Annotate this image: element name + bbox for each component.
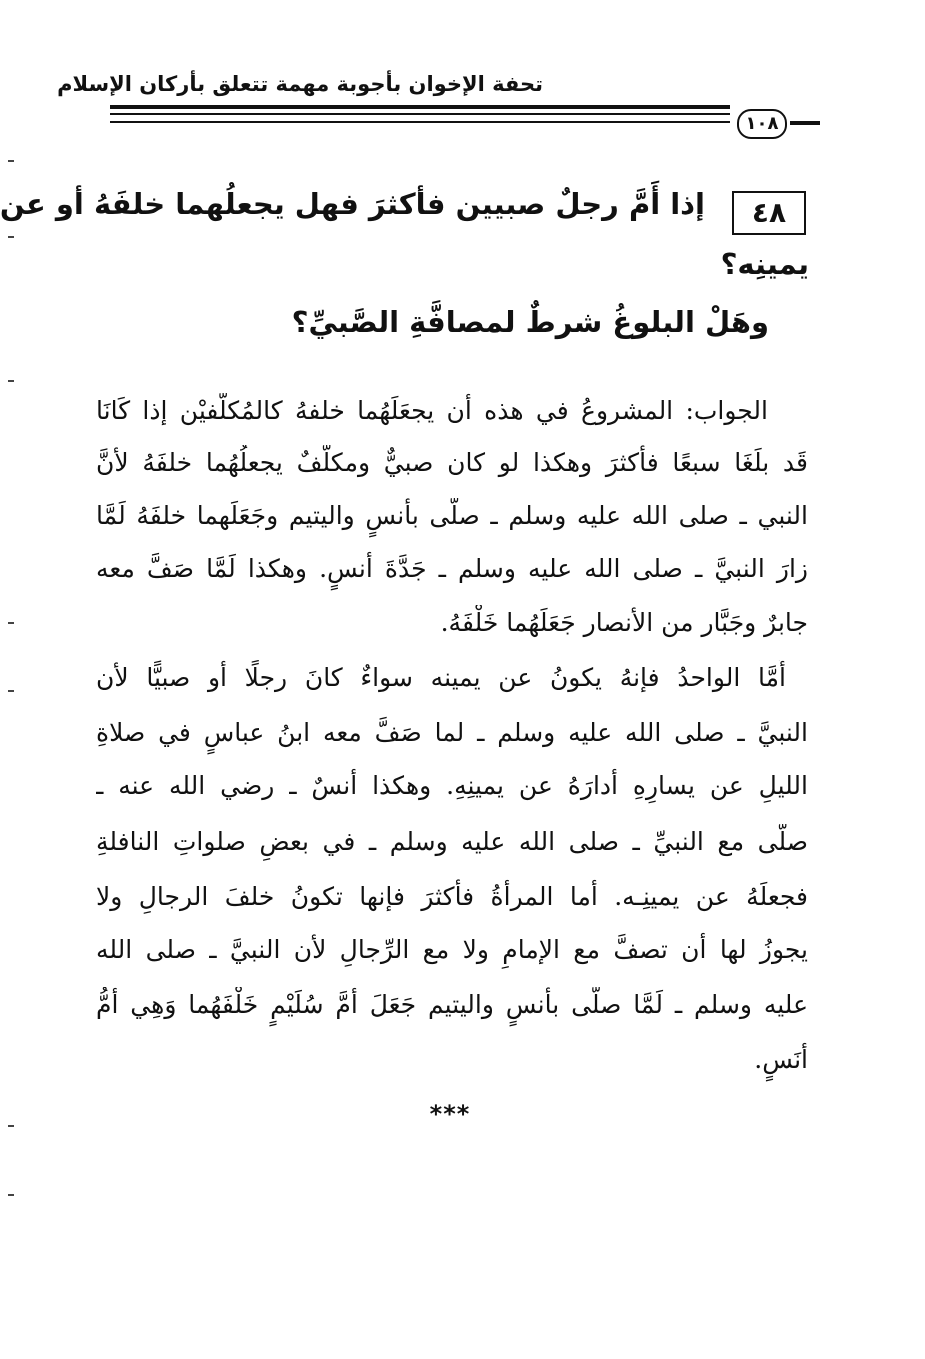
header-rule-thick [110, 105, 730, 109]
question-line-1: إذا أَمَّ رجلٌ صبيين فأكثرَ فهل يجعلُهما خلفَهُ أو عن [0, 187, 705, 221]
answer-line: النبي ـ صلى الله عليه وسلم ـ صلَّى بأنسٍ واليتيم وجَعَلَهما خلفَهُ لَمَّا [96, 501, 808, 530]
answer-line: يجوزُ لها أن تصفَّ مع الإمامِ ولا مع الرِّجالِ لأن النبيَّ ـ صلى الله [96, 935, 808, 964]
running-title: تحفة الإخوان بأجوبة مهمة تتعلق بأركان الإسلام [57, 72, 543, 96]
answer-line: عليه وسلم ـ لَمَّا صلَّى بأنسٍ واليتيم جَعَلَ أمَّ سُلَيْمٍ خَلْفَهُما وَهِي أمُّ [96, 990, 808, 1019]
answer-line: صلَّى مع النبيِّ ـ صلى الله عليه وسلم ـ في بعضِ صلواتِ النافلةِ [96, 827, 808, 856]
answer-line: قَد بلَغَا سبعًا فأكثرَ وهكذا لو كان صبيٌّ ومكلَّفٌ يجعلُهُما خلفَهُ لأنَّ [96, 448, 808, 477]
scan-margin-mark [8, 380, 14, 382]
scan-margin-mark [8, 690, 14, 692]
answer-line: أَمَّا الواحدُ فإنهُ يكونُ عن يمينه سواءٌ كانَ رجلًا أو صبيًّا لأن [96, 663, 786, 692]
answer-line: أنَسٍ. [754, 1045, 808, 1074]
header-rule-thin-2 [110, 121, 730, 123]
answer-line: زارَ النبيَّ ـ صلى الله عليه وسلم ـ جَدَّةَ أنسٍ. وهكذا لَمَّا صَفَّ معه [96, 554, 808, 583]
answer-line: جابرٌ وجَبَّار من الأنصار جَعَلَهُما خَلْفَهُ. [440, 608, 808, 637]
answer-line: فجعلَهُ عن يمينِـه. أما المرأةُ فأكثرَ فإنها تكونُ خلفَ الرجالِ ولا [96, 882, 808, 911]
scan-margin-mark [8, 1194, 14, 1196]
header-rule-thin [110, 113, 730, 115]
scan-margin-mark [8, 1125, 14, 1127]
question-line-3: وهَلْ البلوغُ شرطٌ لمصافَّةِ الصَّبيِّ؟ [291, 305, 769, 339]
answer-line: الليلِ عن يسارِهِ أدارَهُ عن يمينِهِ. وهكذا أنسٌ ـ رضي الله عنه ـ [96, 771, 808, 800]
section-separator: *** [429, 1100, 471, 1128]
page-number-dash [790, 121, 820, 125]
question-line-2: يمينِه؟ [720, 247, 809, 281]
answer-line: النبيَّ ـ صلى الله عليه وسلم ـ لما صَفَّ معه ابنُ عباسٍ في صلاةِ [96, 718, 808, 747]
scan-margin-mark [8, 622, 14, 624]
scan-margin-mark [8, 160, 14, 162]
scan-margin-mark [8, 236, 14, 238]
answer-line: الجواب: المشروعُ في هذه أن يجعَلَهُما خلفهُ كالمُكلَّفيْن إذا كَانَا [96, 396, 768, 425]
page-number: ١٠٨ [737, 109, 787, 139]
question-number-box: ٤٨ [732, 191, 806, 235]
